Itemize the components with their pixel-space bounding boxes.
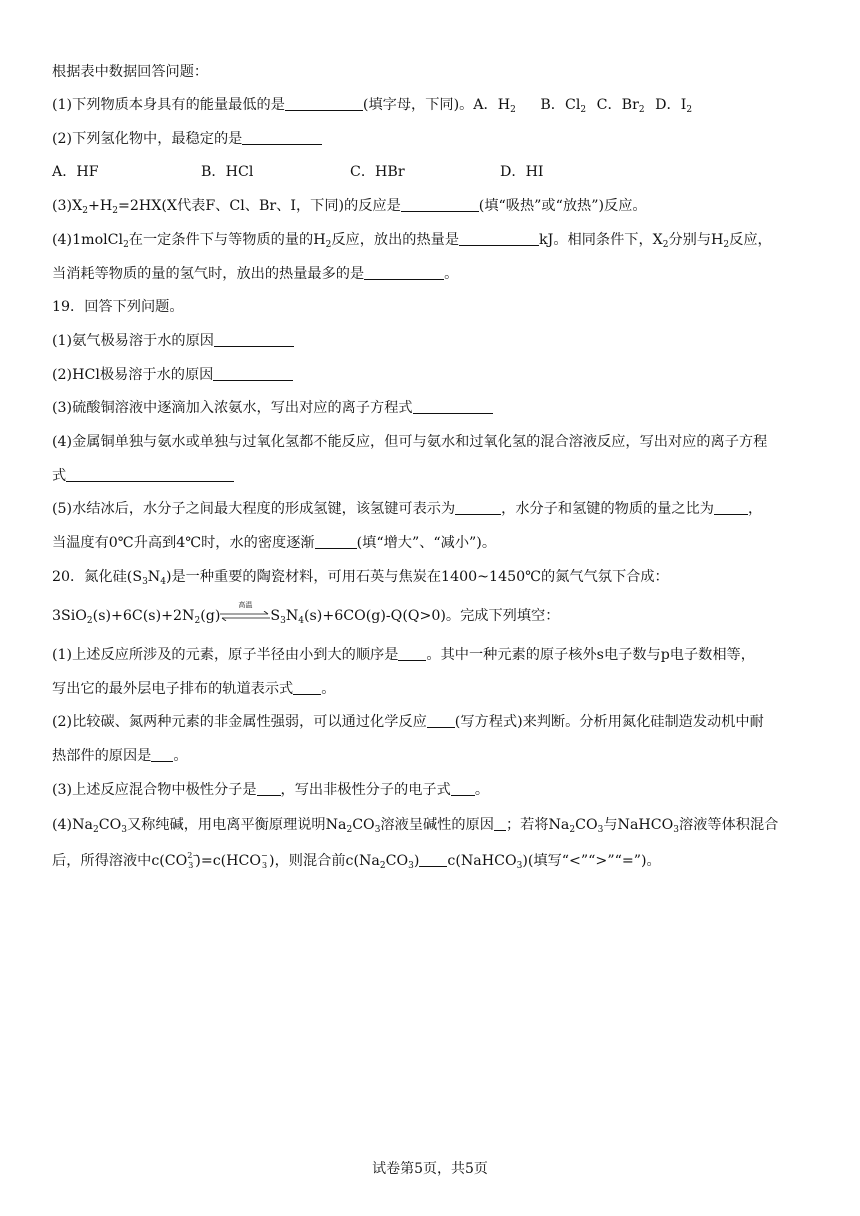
question-19-4-cont: 式 [52,466,812,486]
question-20-4-cont: 后，所得溶液中c(CO 2− 3 )=c(HCO − 3 )，则混合前$c(Na_2CO_3)$ c(NaHCO$_3$)(填写“<”“>”“=”)。 [52,851,661,871]
question-18-3: $(3)X_2+H_2=2HX(X$代表F、Cl、Br、I，下同)的反应是 (填“吸热”或“放热”)反应。 [52,198,647,216]
answer-blank[interactable] [214,332,294,347]
question-19-4: (4)金属铜单独与氨水或单独与过氧化氢都不能反应，但可与氨水和过氧化氢的混合溶液反应，写出对应的离子方程 [52,434,768,450]
answer-blank[interactable] [455,500,501,515]
question-20-1-cont: 写出它的最外层电子排布的轨道表示式 。 [52,681,336,697]
question-20-2-cont: 热部件的原因是 。 [52,748,188,764]
question-20-title: 20．氮化硅$(S_3N_4)$是一种重要的陶瓷材料，可用石英与焦炭在1400~1450℃的氮气气氛下合成： [52,569,669,587]
answer-blank[interactable] [293,680,321,695]
answer-blank[interactable] [413,399,493,414]
intro-text: 根据表中数据回答问题： [52,64,209,80]
question-19-title: 19．回答下列问题。 [52,299,184,315]
answer-blank[interactable] [401,197,479,212]
question-19-2: (2)HCl极易溶于水的原因 [52,365,812,385]
page-footer: 试卷第5页，共5页 [372,1161,488,1177]
answer-blank[interactable] [714,500,748,515]
question-19-1: (1)氨气极易溶于水的原因 [52,331,812,351]
carbonate-ion-charge: 2− 3 [187,851,200,870]
answer-blank[interactable] [242,130,322,145]
question-20-2: (2)比较碳、氮两种元素的非金属性强弱，可以通过化学反应 (写方程式)来判断。分析用氮化硅制造发动机中耐 [52,714,764,730]
question-19-3: (3)硫酸铜溶液中逐滴加入浓氨水，写出对应的离子方程式 [52,398,812,418]
answer-blank[interactable] [257,781,281,796]
answer-blank[interactable] [494,816,506,831]
question-19-5: (5)水结冰后，水分子之间最大程度的形成氢键，该氢键可表示为 ，水分子和氢键的物质的量之比为 ， [52,501,763,517]
answer-blank[interactable] [459,231,539,246]
answer-blank[interactable] [285,96,363,111]
answer-blank[interactable] [213,366,293,381]
question-19-5-cont: 当温度有0℃升高到4℃时，水的密度逐渐 (填“增大”、“减小”)。 [52,535,497,551]
option-b: B．HCl [201,164,254,180]
equilibrium-arrow-icon: 高温 [220,605,270,623]
question-20-1: (1)上述反应所涉及的元素，原子半径由小到大的顺序是 。其中一种元素的原子核外s电子数与p电子数相等， [52,647,755,663]
answer-blank[interactable] [66,467,234,482]
question-18-1: (1)下列物质本身具有的能量最低的是 (填字母，下同)。A．$H_2$ B．$Cl_2$ C．$Br_2$ D．$I_2$ [52,97,693,115]
option-d: D．HI [500,164,544,180]
bicarbonate-ion-charge: − 3 [261,851,268,870]
answer-blank[interactable] [151,747,173,762]
answer-blank[interactable] [315,534,357,549]
reaction-equation: $3SiO_2(s)+6C(s)+2N_2(g)$ 高温 $S_3N_4(s)+6CO(g)-Q(Q>0)$。完成下列填空： [52,601,560,626]
answer-blank[interactable] [427,713,455,728]
question-20-3: (3)上述反应混合物中极性分子是 ，写出非极性分子的电子式 。 [52,782,490,798]
question-18-2: (2)下列氢化物中，最稳定的是 [52,129,812,149]
option-a: A．HF [52,164,99,180]
answer-blank[interactable] [451,781,475,796]
answer-blank[interactable] [398,646,426,661]
question-18-4-cont: 当消耗等物质的量的氢气时，放出的热量最多的是 。 [52,266,459,282]
answer-blank[interactable] [364,265,444,280]
option-c: C．HBr [350,164,405,180]
question-20-4: $(4)Na_2CO_3$又称纯碱，用电离平衡原理说明$Na_2CO_3$溶液呈碱性的原因 ；若将$Na_2CO_3$与NaHCO$_3$溶液等体积混合 [52,817,779,835]
answer-blank[interactable] [419,852,447,867]
question-18-4: (4)1molCl$_2$在一定条件下与等物质的量的$H_2$反应，放出的热量是 kJ。相同条件下，$X_2$分别与$H_2$反应， [52,232,772,250]
